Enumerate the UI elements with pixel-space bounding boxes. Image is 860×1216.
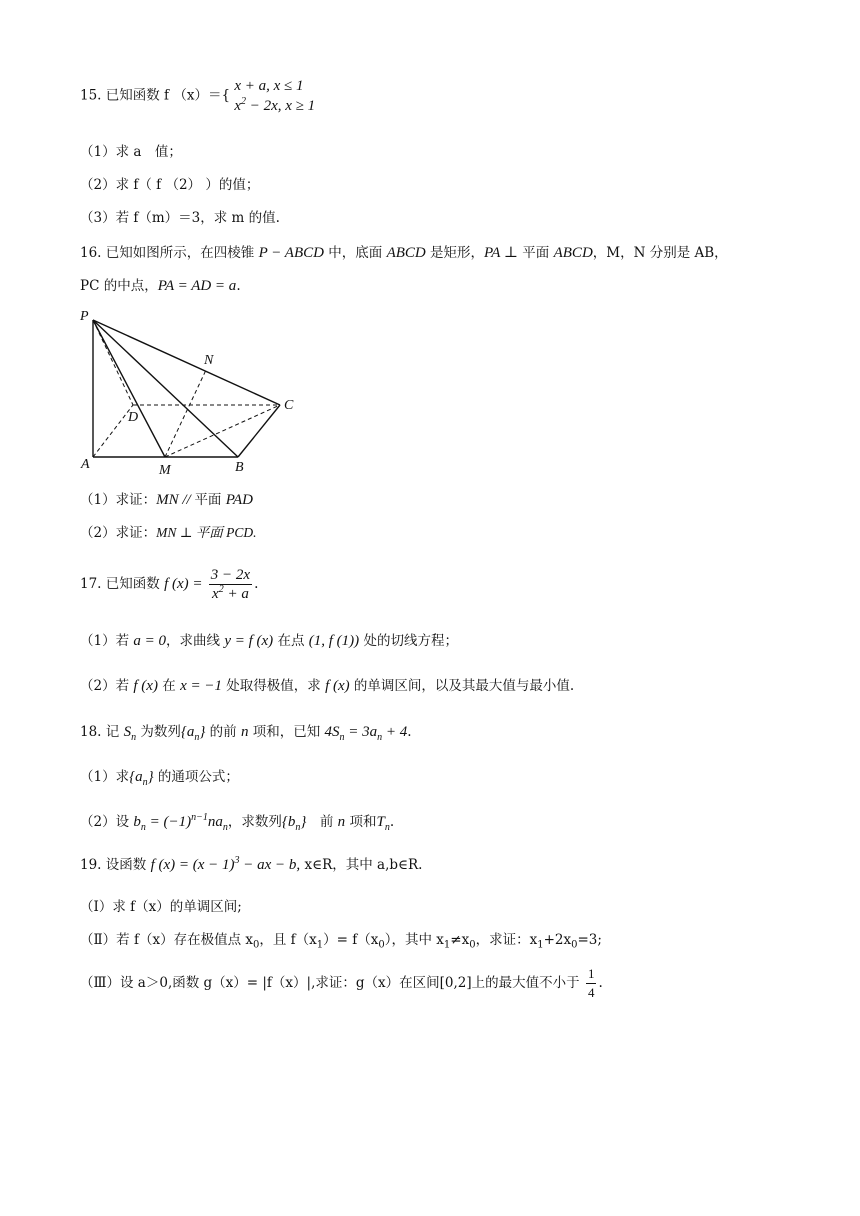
label-C: C (284, 398, 294, 413)
edge-PB (93, 320, 238, 457)
q18-stem: 18. 记 $S_n$ 为数列$\{a_n\}$ 的前 n 项和，已知 $4S_n = 3a_n + 4$. (80, 724, 412, 743)
q19-stem: 19. 设函数 f $(x) = (x - 1)^3$ − ax − b, x∈R，其中 a,b∈R. (80, 855, 423, 873)
edge-MC (165, 405, 280, 457)
pyramid-figure (78, 308, 308, 478)
q15-case2: $x^2 - 2x$, x ≥ 1 (234, 96, 316, 114)
q15-stem-line (80, 76, 315, 116)
q17-part2: （2）若 f (x) 在 x = −1 处取得极值，求 f (x) 的单调区间，以及其最大值与最小值. (80, 678, 575, 694)
q19-fraction: $\frac{1}{4}$ (587, 966, 595, 1000)
q16-stem-line1: 16. 已知如图所示，在四棱锥 P − ABCD 中，底面 ABCD 是矩形，PA ⊥ 平面 ABCD，M，N 分别是 AB， (80, 245, 728, 261)
edge-MN (165, 370, 206, 457)
q17-stem: 17. 已知函数 f (x) = $\frac{3 - 2x}{x^2 + a}$ . (80, 567, 259, 602)
q15-part1: （1）求 a 值； (80, 144, 182, 160)
q15-case1: x + a, x ≤ 1 (234, 78, 304, 94)
q15-piecewise (234, 76, 315, 116)
q15-part2: （2）求 f（ f （2） ）的值； (80, 177, 260, 193)
q16-stem-line2: PC 的中点，PA = AD = a. (80, 278, 241, 294)
label-B: B (235, 460, 244, 475)
label-M: M (159, 463, 171, 478)
q15-part3: （3）若 f（m）＝3，求 m 的值. (80, 210, 280, 226)
q15-stem: 15. 已知函数 f （x）＝{ (80, 87, 231, 104)
q19-part2: （Ⅱ）若 f（x）存在极值点 $x_0$，且 $f(x_1)= f(x_0)$，其中 $x_1\ne x_0$，求证：$x_1+2x_0=3$; (80, 932, 602, 951)
q16-part2: （2）求证：MN ⊥ 平面 PCD. (80, 525, 257, 541)
q19-part1: （Ⅰ）求 f（x）的单调区间; (80, 899, 242, 915)
label-P: P (80, 309, 89, 324)
q17-fraction: $\frac{3 - 2x}{x^2 + a}$ (210, 567, 251, 602)
edge-AD (93, 405, 133, 457)
edge-PM (93, 320, 165, 457)
q16-part1: （1）求证：MN // 平面 PAD (80, 492, 253, 508)
label-D: D (128, 410, 139, 425)
q18-part1: （1）求$\{a_n\}$ 的通项公式； (80, 769, 239, 788)
q19-part3: （Ⅲ）设 a＞0,函数 g（x）= |f（x）|,求证：g（x）在区间[0,2]上的最大值不小于 $\frac{1}{4}$ . (80, 966, 603, 1000)
q17-part1: （1）若 a = 0，求曲线 y = f (x) 在点 (1, f (1)) 处的切线方程； (80, 633, 458, 649)
edge-PD (93, 320, 133, 405)
edge-BC (238, 405, 280, 457)
q18-part2: （2）设 $b_n = (-1)^{n-1}na_n$，求数列$\{b_n\}$ 前 n 项和$T_n$. (80, 812, 395, 833)
edge-PC (93, 320, 280, 405)
label-A: A (81, 457, 90, 472)
label-N: N (204, 353, 214, 368)
